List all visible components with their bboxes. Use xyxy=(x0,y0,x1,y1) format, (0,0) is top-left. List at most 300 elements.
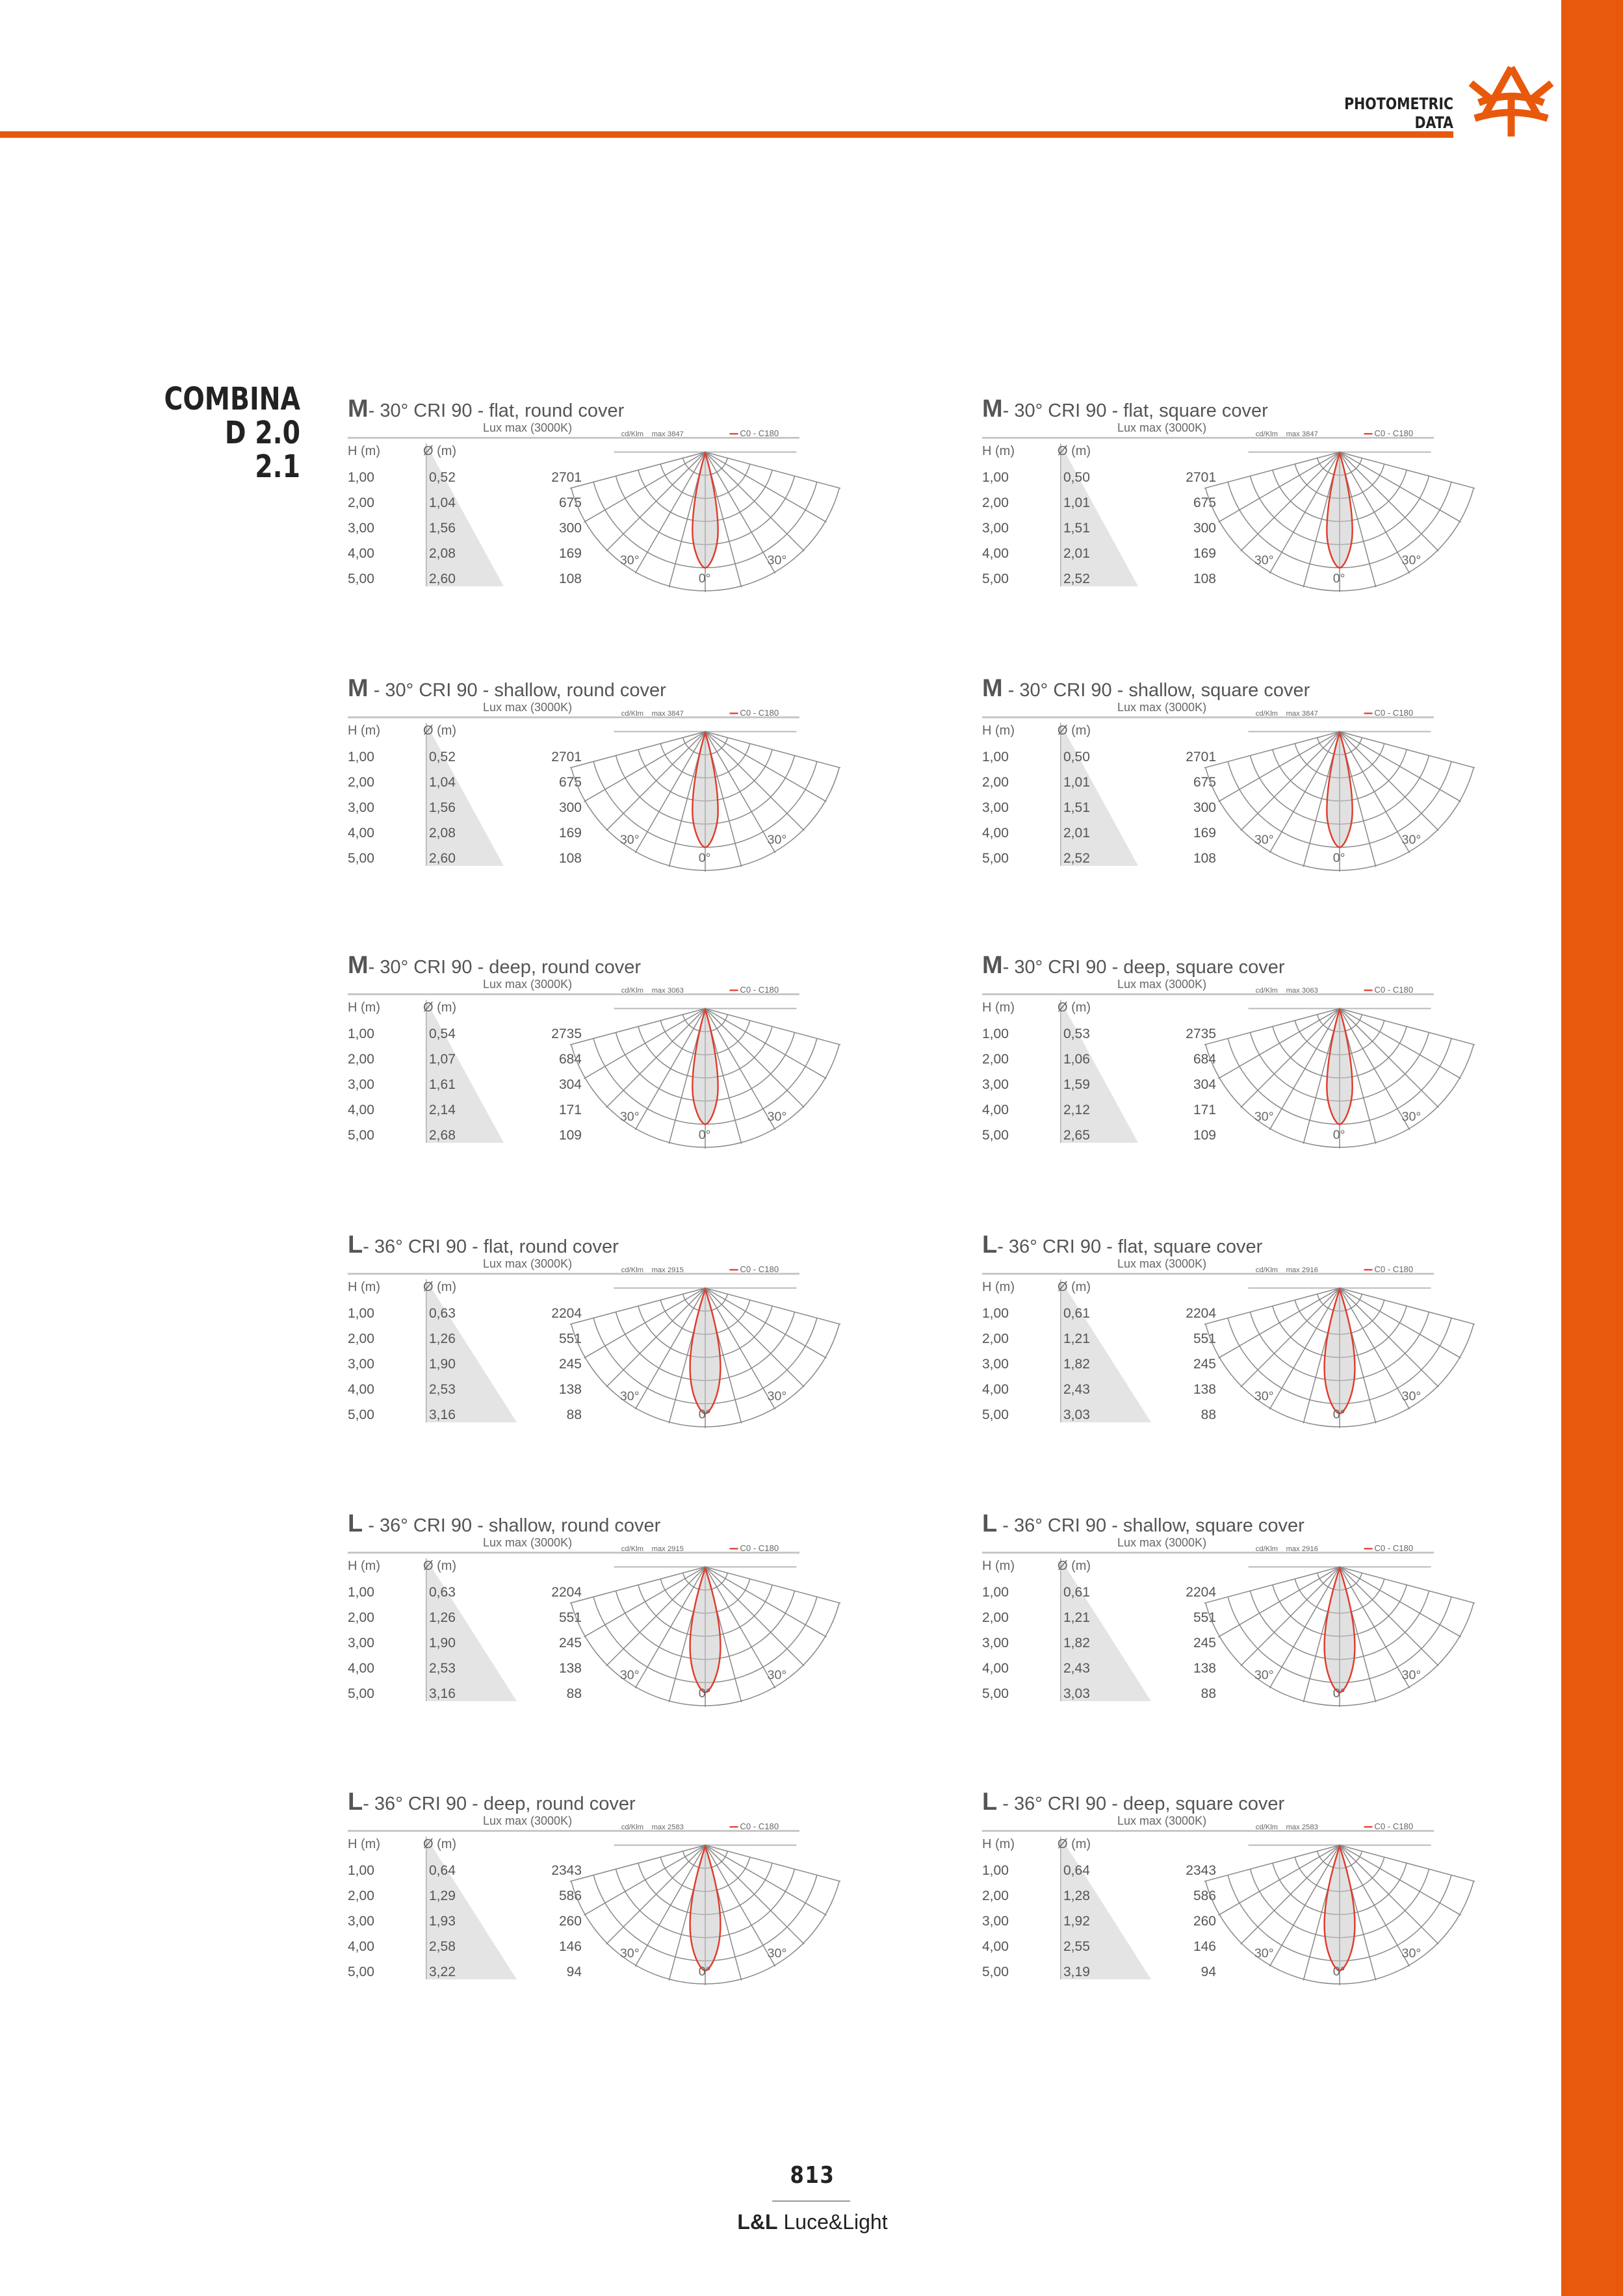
height-value: 5,00 xyxy=(348,571,374,586)
angle-right-label: 30° xyxy=(767,1109,787,1124)
diameter-value: 0,53 xyxy=(1063,1026,1090,1041)
max-label: max 2915 xyxy=(651,1545,684,1554)
diameter-value: 1,21 xyxy=(1063,1610,1090,1625)
lux-value: 88 xyxy=(566,1407,582,1422)
max-label: max 2583 xyxy=(651,1823,684,1832)
block-title xyxy=(982,1231,1262,1259)
table-row xyxy=(348,851,595,876)
lux-max-label: Lux max (3000K) xyxy=(1117,978,1207,991)
beam-code: L xyxy=(348,1788,363,1816)
block-title xyxy=(982,1788,1284,1816)
legend-label: C0 - C180 xyxy=(740,1264,779,1275)
angle-bottom-label: 0° xyxy=(698,571,711,586)
diameter-value: 1,51 xyxy=(1063,800,1090,815)
diameter-value: 0,61 xyxy=(1063,1306,1090,1321)
lux-value: 684 xyxy=(1193,1052,1216,1067)
diameter-value: 3,22 xyxy=(429,1964,456,1979)
max-label: max 2916 xyxy=(1286,1545,1318,1554)
diameter-col-header: Ø (m) xyxy=(1058,1837,1091,1851)
height-value: 5,00 xyxy=(348,1128,374,1143)
diameter-value: 1,90 xyxy=(429,1357,456,1372)
diameter-value: 1,82 xyxy=(1063,1636,1090,1650)
lux-max-label: Lux max (3000K) xyxy=(1117,1257,1207,1270)
table-row xyxy=(348,1610,595,1635)
block-title xyxy=(982,952,1285,980)
lux-value: 108 xyxy=(558,851,582,866)
diameter-value: 1,92 xyxy=(1063,1914,1090,1929)
height-value: 2,00 xyxy=(982,1331,1009,1346)
max-label: max 3847 xyxy=(651,710,684,718)
lux-value: 586 xyxy=(558,1888,582,1903)
lux-max-label: Lux max (3000K) xyxy=(483,421,573,434)
photometric-block xyxy=(982,941,1437,1175)
height-value: 3,00 xyxy=(982,1357,1009,1372)
table-row xyxy=(982,775,1229,800)
table-row xyxy=(348,1052,595,1076)
angle-right-label: 30° xyxy=(1401,832,1422,847)
height-value: 3,00 xyxy=(348,1077,374,1092)
polar-diagram xyxy=(1242,707,1437,880)
lux-value: 108 xyxy=(1193,851,1216,866)
height-value: 1,00 xyxy=(982,470,1009,485)
lux-value: 169 xyxy=(1193,826,1216,841)
lux-value: 2343 xyxy=(551,1863,582,1878)
height-value: 3,00 xyxy=(348,521,374,536)
diameter-value: 3,19 xyxy=(1063,1964,1090,1979)
lux-value: 675 xyxy=(558,775,582,790)
table-row xyxy=(982,1863,1229,1888)
diameter-value: 1,82 xyxy=(1063,1357,1090,1372)
height-value: 4,00 xyxy=(348,1382,374,1397)
diameter-value: 0,64 xyxy=(429,1863,456,1878)
diameter-value: 1,26 xyxy=(429,1331,456,1346)
max-label: max 2916 xyxy=(1286,1266,1318,1275)
height-value: 2,00 xyxy=(348,1052,374,1067)
table-row xyxy=(982,1661,1229,1686)
beam-code: L xyxy=(348,1231,363,1259)
legend-label: C0 - C180 xyxy=(740,985,779,995)
unit-label: cd/Klm xyxy=(621,987,644,995)
table-row xyxy=(982,1914,1229,1938)
diameter-value: 1,21 xyxy=(1063,1331,1090,1346)
diameter-value: 2,08 xyxy=(429,546,456,561)
table-row xyxy=(982,546,1229,571)
block-title xyxy=(348,675,666,703)
polar-diagram xyxy=(608,707,803,880)
intensity-curve xyxy=(692,1010,718,1124)
lux-value: 675 xyxy=(1193,775,1216,790)
lux-max-label: Lux max (3000K) xyxy=(483,1814,573,1827)
lux-value: 300 xyxy=(558,521,582,536)
polar-diagram xyxy=(1242,1264,1437,1437)
lux-value: 586 xyxy=(1193,1888,1216,1903)
lux-value: 169 xyxy=(558,826,582,841)
lux-max-label: Lux max (3000K) xyxy=(483,1257,573,1270)
height-col-header: H (m) xyxy=(348,1000,380,1015)
diameter-value: 0,52 xyxy=(429,750,456,764)
lux-value: 2343 xyxy=(1186,1863,1216,1878)
diameter-value: 2,58 xyxy=(429,1939,456,1954)
beam-code: M xyxy=(982,675,1003,702)
height-value: 2,00 xyxy=(348,775,374,790)
photometric-block xyxy=(982,385,1437,619)
height-value: 2,00 xyxy=(348,495,374,510)
product-title-line2: 2.1 xyxy=(255,449,300,485)
table-row xyxy=(348,1102,595,1127)
lux-value: 300 xyxy=(558,800,582,815)
diameter-value: 2,60 xyxy=(429,571,456,586)
legend-label: C0 - C180 xyxy=(1374,708,1414,718)
diameter-value: 2,60 xyxy=(429,851,456,866)
lux-value: 138 xyxy=(558,1661,582,1676)
table-row xyxy=(982,826,1229,850)
diameter-value: 2,14 xyxy=(429,1102,456,1117)
section-label: PHOTOMETRIC DATA xyxy=(1344,94,1453,132)
lux-value: 300 xyxy=(1193,800,1216,815)
diameter-value: 3,03 xyxy=(1063,1686,1090,1701)
diameter-value: 3,03 xyxy=(1063,1407,1090,1422)
angle-bottom-label: 0° xyxy=(698,1686,711,1701)
diameter-value: 2,43 xyxy=(1063,1382,1090,1397)
lux-value: 169 xyxy=(1193,546,1216,561)
lux-max-label: Lux max (3000K) xyxy=(483,1536,573,1549)
diameter-value: 1,06 xyxy=(1063,1052,1090,1067)
footer-brand xyxy=(715,2210,910,2234)
table-row xyxy=(982,1102,1229,1127)
diameter-value: 1,61 xyxy=(429,1077,456,1092)
intensity-curve xyxy=(1327,1010,1352,1124)
intensity-curve xyxy=(1325,1568,1355,1692)
polar-diagram xyxy=(1242,428,1437,601)
unit-label: cd/Klm xyxy=(621,1823,644,1832)
height-value: 1,00 xyxy=(982,1585,1009,1600)
photometric-block xyxy=(982,1500,1437,1734)
product-title-line1: COMBINA D 2.0 xyxy=(164,381,300,451)
intensity-curve xyxy=(690,1289,721,1413)
unit-label: cd/Klm xyxy=(1255,987,1279,995)
height-value: 5,00 xyxy=(982,1686,1009,1701)
photometric-block xyxy=(348,664,803,898)
height-value: 4,00 xyxy=(348,826,374,841)
height-value: 5,00 xyxy=(982,851,1009,866)
lux-value: 551 xyxy=(558,1610,582,1625)
lux-value: 260 xyxy=(558,1914,582,1929)
intensity-curve xyxy=(1325,1289,1355,1413)
lux-value: 2204 xyxy=(1186,1585,1216,1600)
angle-right-label: 30° xyxy=(767,832,787,847)
height-value: 2,00 xyxy=(982,1052,1009,1067)
height-value: 1,00 xyxy=(348,1863,374,1878)
max-label: max 3063 xyxy=(651,987,684,995)
lux-value: 94 xyxy=(1201,1964,1216,1979)
lux-value: 2204 xyxy=(551,1306,582,1321)
height-col-header: H (m) xyxy=(348,1280,380,1294)
height-value: 2,00 xyxy=(982,1610,1009,1625)
beam-code: L xyxy=(982,1788,998,1816)
polar-diagram xyxy=(1242,984,1437,1157)
height-value: 4,00 xyxy=(982,1661,1009,1676)
legend-label: C0 - C180 xyxy=(740,428,779,439)
diameter-value: 1,26 xyxy=(429,1610,456,1625)
angle-bottom-label: 0° xyxy=(698,850,711,865)
table-row xyxy=(982,1357,1229,1381)
diameter-col-header: Ø (m) xyxy=(1058,724,1091,738)
legend-label: C0 - C180 xyxy=(1374,428,1414,439)
diameter-value: 2,53 xyxy=(429,1661,456,1676)
angle-left-label: 30° xyxy=(619,832,640,847)
height-value: 2,00 xyxy=(348,1331,374,1346)
lux-max-label: Lux max (3000K) xyxy=(1117,1814,1207,1827)
polar-diagram xyxy=(608,1821,803,1994)
diameter-value: 0,50 xyxy=(1063,750,1090,764)
table-row xyxy=(982,470,1229,495)
height-value: 3,00 xyxy=(982,800,1009,815)
table-row xyxy=(348,470,595,495)
table-row xyxy=(982,1382,1229,1407)
brand-initials: L&L xyxy=(737,2210,778,2234)
diameter-value: 2,12 xyxy=(1063,1102,1090,1117)
angle-left-label: 30° xyxy=(1254,1946,1274,1961)
legend-label: C0 - C180 xyxy=(1374,1264,1414,1275)
intensity-curve xyxy=(692,453,718,567)
beam-code: M xyxy=(982,952,1003,979)
angle-bottom-label: 0° xyxy=(698,1964,711,1979)
max-label: max 3847 xyxy=(651,430,684,439)
angle-bottom-label: 0° xyxy=(698,1127,711,1142)
beam-description: - 36° CRI 90 - flat, round cover xyxy=(363,1236,619,1257)
unit-label: cd/Klm xyxy=(1255,430,1279,439)
table-row xyxy=(982,800,1229,825)
lux-value: 88 xyxy=(566,1686,582,1701)
diameter-value: 1,04 xyxy=(429,775,456,790)
lux-value: 108 xyxy=(558,571,582,586)
legend-label: C0 - C180 xyxy=(740,1821,779,1832)
lux-value: 551 xyxy=(1193,1610,1216,1625)
table-row xyxy=(348,775,595,800)
max-label: max 3847 xyxy=(1286,710,1318,718)
beam-description: - 30° CRI 90 - flat, square cover xyxy=(1002,400,1268,421)
table-row xyxy=(348,1306,595,1331)
table-row xyxy=(982,571,1229,596)
diameter-value: 1,90 xyxy=(429,1636,456,1650)
diameter-value: 1,56 xyxy=(429,800,456,815)
max-label: max 2583 xyxy=(1286,1823,1318,1832)
beam-description: - 30° CRI 90 - deep, square cover xyxy=(1002,957,1285,978)
height-value: 3,00 xyxy=(982,1914,1009,1929)
height-col-header: H (m) xyxy=(982,1000,1015,1015)
block-title xyxy=(348,1788,636,1816)
beam-code: M xyxy=(348,395,369,423)
angle-left-label: 30° xyxy=(1254,1667,1274,1682)
lux-value: 138 xyxy=(1193,1661,1216,1676)
table-row xyxy=(982,521,1229,545)
lux-value: 2701 xyxy=(551,750,582,764)
lux-value: 171 xyxy=(558,1102,582,1117)
diameter-value: 0,63 xyxy=(429,1306,456,1321)
polar-diagram xyxy=(608,428,803,601)
intensity-curve xyxy=(1327,453,1352,567)
table-row xyxy=(348,1382,595,1407)
lux-value: 146 xyxy=(1193,1939,1216,1954)
lux-value: 245 xyxy=(1193,1357,1216,1372)
height-value: 3,00 xyxy=(348,1914,374,1929)
block-title xyxy=(982,1510,1305,1538)
angle-bottom-label: 0° xyxy=(698,1407,711,1422)
angle-right-label: 30° xyxy=(767,553,787,567)
beam-code: L xyxy=(348,1510,363,1537)
table-row xyxy=(348,1964,595,1989)
height-value: 1,00 xyxy=(982,1026,1009,1041)
height-value: 4,00 xyxy=(982,1102,1009,1117)
diameter-col-header: Ø (m) xyxy=(1058,1280,1091,1294)
diameter-value: 2,52 xyxy=(1063,571,1090,586)
height-value: 4,00 xyxy=(348,546,374,561)
diameter-col-header: Ø (m) xyxy=(423,1837,457,1851)
lux-value: 245 xyxy=(558,1636,582,1650)
polar-diagram xyxy=(1242,1821,1437,1994)
beam-description: - 30° CRI 90 - shallow, square cover xyxy=(1002,680,1310,701)
lux-value: 2701 xyxy=(551,470,582,485)
diameter-value: 1,01 xyxy=(1063,775,1090,790)
lux-max-label: Lux max (3000K) xyxy=(483,701,573,714)
diameter-value: 3,16 xyxy=(429,1407,456,1422)
height-col-header: H (m) xyxy=(982,1559,1015,1573)
polar-diagram xyxy=(608,1543,803,1715)
lux-value: 304 xyxy=(1193,1077,1216,1092)
lux-value: 108 xyxy=(1193,571,1216,586)
table-row xyxy=(982,1306,1229,1331)
angle-right-label: 30° xyxy=(1401,553,1422,567)
angle-right-label: 30° xyxy=(1401,1109,1422,1124)
max-label: max 3063 xyxy=(1286,987,1318,995)
diameter-value: 0,61 xyxy=(1063,1585,1090,1600)
angle-left-label: 30° xyxy=(1254,553,1274,567)
block-title xyxy=(348,1510,660,1538)
table-row xyxy=(348,826,595,850)
photometric-block xyxy=(348,941,803,1175)
diameter-value: 2,68 xyxy=(429,1128,456,1143)
beam-code: L xyxy=(982,1510,998,1537)
table-row xyxy=(348,1863,595,1888)
table-row xyxy=(348,1914,595,1938)
angle-bottom-label: 0° xyxy=(1332,1127,1345,1142)
angle-bottom-label: 0° xyxy=(1332,571,1345,586)
diameter-value: 1,51 xyxy=(1063,521,1090,536)
beam-code: M xyxy=(982,395,1003,423)
beam-description: - 36° CRI 90 - shallow, square cover xyxy=(997,1515,1305,1536)
table-row xyxy=(348,750,595,774)
angle-left-label: 30° xyxy=(619,1389,640,1403)
lux-value: 138 xyxy=(558,1382,582,1397)
beam-description: - 36° CRI 90 - deep, round cover xyxy=(363,1794,636,1814)
table-row xyxy=(982,851,1229,876)
height-value: 5,00 xyxy=(982,1407,1009,1422)
angle-left-label: 30° xyxy=(1254,832,1274,847)
diameter-value: 2,55 xyxy=(1063,1939,1090,1954)
polar-diagram xyxy=(608,1264,803,1437)
photometric-block xyxy=(982,1221,1437,1455)
angle-left-label: 30° xyxy=(619,1667,640,1682)
block-title xyxy=(348,952,641,980)
diameter-value: 0,63 xyxy=(429,1585,456,1600)
unit-label: cd/Klm xyxy=(621,1545,644,1554)
photometric-block xyxy=(348,385,803,619)
footer-divider xyxy=(772,2200,850,2202)
lux-value: 551 xyxy=(558,1331,582,1346)
diameter-col-header: Ø (m) xyxy=(1058,444,1091,458)
lux-value: 88 xyxy=(1201,1407,1216,1422)
table-row xyxy=(348,546,595,571)
beam-description: - 36° CRI 90 - shallow, round cover xyxy=(363,1515,661,1536)
diameter-value: 2,53 xyxy=(429,1382,456,1397)
table-row xyxy=(348,800,595,825)
lux-value: 94 xyxy=(566,1964,582,1979)
angle-bottom-label: 0° xyxy=(1332,1964,1345,1979)
height-col-header: H (m) xyxy=(982,1280,1015,1294)
height-col-header: H (m) xyxy=(982,724,1015,738)
lux-max-label: Lux max (3000K) xyxy=(1117,421,1207,434)
lux-value: 109 xyxy=(1193,1128,1216,1143)
table-row xyxy=(982,1686,1229,1711)
diameter-value: 1,29 xyxy=(429,1888,456,1903)
table-row xyxy=(982,1585,1229,1610)
diameter-value: 2,65 xyxy=(1063,1128,1090,1143)
height-value: 2,00 xyxy=(982,1888,1009,1903)
height-value: 1,00 xyxy=(348,1585,374,1600)
unit-label: cd/Klm xyxy=(621,1266,644,1275)
table-row xyxy=(348,1331,595,1356)
unit-label: cd/Klm xyxy=(1255,1823,1279,1832)
unit-label: cd/Klm xyxy=(1255,1545,1279,1554)
legend-label: C0 - C180 xyxy=(740,1543,779,1554)
table-row xyxy=(348,1077,595,1102)
block-title xyxy=(982,675,1310,703)
unit-label: cd/Klm xyxy=(1255,710,1279,718)
angle-right-label: 30° xyxy=(1401,1946,1422,1961)
legend-label: C0 - C180 xyxy=(740,708,779,718)
angle-bottom-label: 0° xyxy=(1332,1686,1345,1701)
block-title xyxy=(348,1231,619,1259)
diameter-value: 0,50 xyxy=(1063,470,1090,485)
lux-max-label: Lux max (3000K) xyxy=(483,978,573,991)
brand-name: Luce&Light xyxy=(777,2210,888,2234)
height-value: 1,00 xyxy=(348,750,374,764)
diameter-col-header: Ø (m) xyxy=(1058,1000,1091,1015)
diameter-value: 0,52 xyxy=(429,470,456,485)
diameter-value: 1,56 xyxy=(429,521,456,536)
lux-value: 300 xyxy=(1193,521,1216,536)
height-value: 1,00 xyxy=(348,470,374,485)
table-row xyxy=(348,1128,595,1153)
table-row xyxy=(982,1888,1229,1913)
lux-value: 2204 xyxy=(551,1585,582,1600)
table-row xyxy=(982,1636,1229,1660)
orange-side-band xyxy=(1561,0,1623,2296)
diameter-value: 2,01 xyxy=(1063,546,1090,561)
diameter-value: 2,52 xyxy=(1063,851,1090,866)
lux-value: 304 xyxy=(558,1077,582,1092)
table-row xyxy=(348,1939,595,1964)
height-value: 5,00 xyxy=(982,571,1009,586)
table-row xyxy=(982,750,1229,774)
angle-right-label: 30° xyxy=(767,1946,787,1961)
angle-right-label: 30° xyxy=(767,1389,787,1403)
polar-diagram xyxy=(1242,1543,1437,1715)
diameter-value: 0,54 xyxy=(429,1026,456,1041)
diameter-col-header: Ø (m) xyxy=(1058,1559,1091,1573)
angle-left-label: 30° xyxy=(1254,1389,1274,1403)
polar-diagram xyxy=(608,984,803,1157)
